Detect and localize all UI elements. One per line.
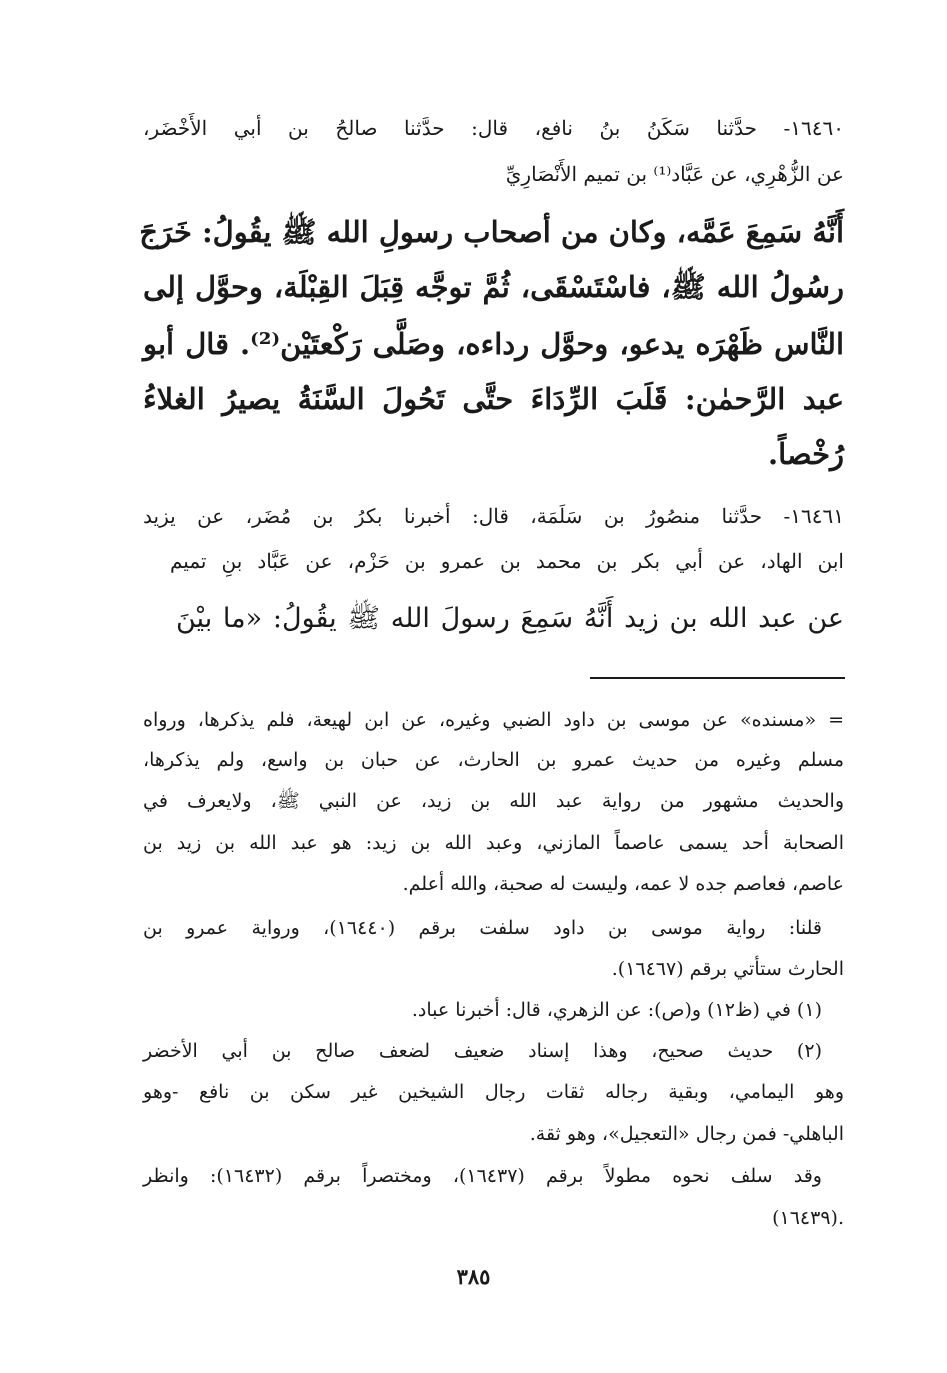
hadith-16460-matn-line-1: أَنَّهُ سَمِعَ عَمَّه، وكان من أصحاب رسولِ الله ﷺ يقُولُ: خَرَجَ — [139, 215, 844, 249]
footnote-1: (١) في (ظ١٢) و(ص): عن الزهري، قال: أخبرنا عباد. — [411, 999, 822, 1021]
hadith-16460-matn-line-3: النَّاس ظَهْرَه يدعو، وحوَّل رداءه، وصَلَّى رَكْعتَيْن⁽²⁾. قال أبو — [143, 327, 844, 361]
footnote-2-line-1: (٢) حديث صحيح، وهذا إسناد ضعيف لضعف صالح بن أبي الأخضر — [143, 1040, 822, 1062]
page-number: ٣٨٥ — [456, 1264, 491, 1289]
footnote-continuation-line-1: = «مسنده» عن موسى بن داود الضبي وغيره، عن ابن لهيعة، فلم يذكرها، ورواه — [143, 709, 844, 731]
hadith-16461-matn-line-1: عن عبد الله بن زيد أَنَّهُ سَمِعَ رسولَ الله ﷺ يقُولُ: «ما بيْنَ — [176, 603, 844, 634]
footnote-separator — [590, 677, 845, 679]
footnote-2-line-3: الباهلي- فمن رجال «التعجيل»، وهو ثقة. — [529, 1123, 844, 1145]
hadith-16461-isnad-line-2: ابن الهاد، عن أبي بكر بن محمد بن عمرو بن حَزْم، عن عَبَّاد بنِ تميم — [170, 549, 844, 573]
hadith-16460-matn-line-4: عبد الرَّحمٰن: قَلَبَ الرِّدَاءَ حتَّى تَحُولَ السَّنَةُ يصيرُ الغلاءُ — [143, 382, 844, 416]
footnote-continuation-line-2: مسلم وغيره من حديث عمرو بن الحارث، عن حبان بن واسع، ولم يذكرها، — [143, 749, 844, 771]
footnote-qulna-line-2: الحارث ستأتي برقم (١٦٤٦٧). — [611, 958, 844, 980]
footnote-continuation-line-4: الصحابة أحد يسمى عاصماً المازني، وعبد الله بن زيد: هو عبد الله بن زيد بن — [143, 832, 844, 854]
hadith-16460-isnad-line-2: عن الزُّهْرِي، عن عَبَّاد⁽¹⁾ بن تميم الأَنْصَارِيِّ — [505, 162, 844, 186]
hadith-16460-isnad-line-1: ١٦٤٦٠- حدَّثنا سَكَنُ بنُ نافع، قال: حدَّثنا صالحُ بن أبي الأَخْضَر، — [143, 116, 844, 140]
footnote-continuation-line-5: عاصم، فعاصم جده لا عمه، وليست له صحبة، والله أعلم. — [402, 873, 844, 895]
footnote-2-cont-line-1: وقد سلف نحوه مطولاً برقم (١٦٤٣٧)، ومختصراً برقم (١٦٤٣٢): وانظر — [143, 1165, 822, 1187]
footnote-qulna-line-1: قلنا: رواية موسى بن داود سلفت برقم (١٦٤٤٠)، ورواية عمرو بن — [143, 917, 822, 939]
hadith-16460-matn-line-2: رسُولُ الله ﷺ، فاسْتَسْقَى، ثُمَّ توجَّه قِبَلَ القِبْلَة، وحوَّل إلى — [143, 270, 844, 304]
footnote-2-line-2: وهو اليمامي، وبقية رجاله ثقات رجال الشيخين غير سكن بن نافع -وهو — [143, 1081, 844, 1103]
footnote-2-cont-line-2: (١٦٤٣٩). — [772, 1207, 844, 1229]
footnote-continuation-line-3: والحديث مشهور من رواية عبد الله بن زيد، عن النبي ﷺ، ولايعرف في — [143, 790, 844, 812]
hadith-16460-matn-line-5: رُخْصاً. — [767, 437, 844, 471]
hadith-16461-isnad-line-1: ١٦٤٦١- حدَّثنا منصُورُ بن سَلَمَة، قال: أخبرنا بكرُ بن مُضَر، عن يزيد — [143, 504, 844, 528]
